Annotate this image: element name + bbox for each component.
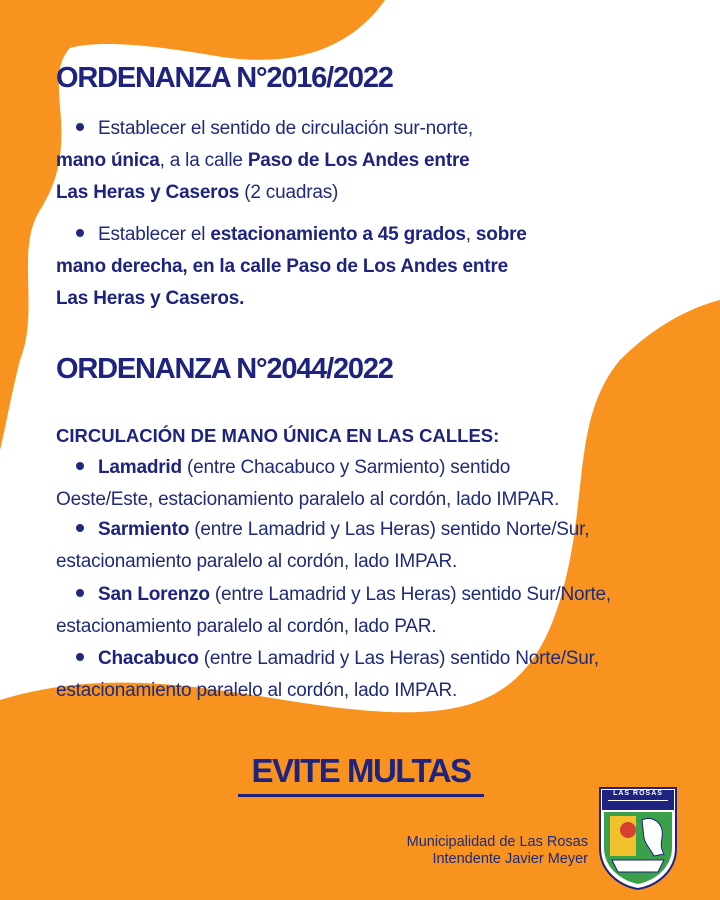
bullet-icon — [76, 589, 84, 597]
street-item-san-lorenzo: San Lorenzo (entre Lamadrid y Las Heras) sentido Sur/Norte, estacionamiento paralelo al cordón, lado PAR. — [56, 584, 612, 637]
street-item-sarmiento: Sarmiento (entre Lamadrid y Las Heras) sentido Norte/Sur, estacionamiento paralelo al cordón, lado IMPAR. — [56, 519, 590, 572]
bullet-icon — [76, 524, 84, 532]
mayor-name: Intendente Javier Meyer — [432, 851, 588, 867]
ordinance-2044-title: ORDENANZA N°2044/2022 — [56, 353, 393, 385]
bullet-icon — [76, 229, 84, 237]
ordinance-2016-item-1: Establecer el sentido de circulación sur-norte, mano única, a la calle Paso de Los Andes entre Las Heras y Caseros (2 cuadras) — [56, 118, 474, 203]
street-item-lamadrid: Lamadrid (entre Chacabuco y Sarmiento) sentido Oeste/Este, estacionamiento paralelo al cordón, lado IMPAR. — [56, 457, 560, 510]
callout-underline — [238, 794, 484, 797]
bullet-icon — [76, 123, 84, 131]
municipal-crest-icon — [598, 786, 678, 890]
ordinance-2044-subtitle: CIRCULACIÓN DE MANO ÚNICA EN LAS CALLES: — [56, 425, 500, 446]
bullet-icon — [76, 462, 84, 470]
ordinance-2016-item-2: Establecer el estacionamiento a 45 grados, sobre mano derecha, en la calle Paso de Los Andes entre Las Heras y Caseros. — [56, 224, 527, 309]
street-item-chacabuco: Chacabuco (entre Lamadrid y Las Heras) sentido Norte/Sur, estacionamiento paralelo al cordón, lado IMPAR. — [56, 648, 599, 701]
evite-multas-callout: EVITE MULTAS — [251, 752, 471, 789]
ordinance-2016-title: ORDENANZA N°2016/2022 — [56, 62, 393, 94]
crest-label: LAS ROSAS — [613, 790, 663, 797]
municipality-name: Municipalidad de Las Rosas — [406, 834, 588, 850]
bullet-icon — [76, 653, 84, 661]
municipality-footer — [407, 834, 588, 868]
